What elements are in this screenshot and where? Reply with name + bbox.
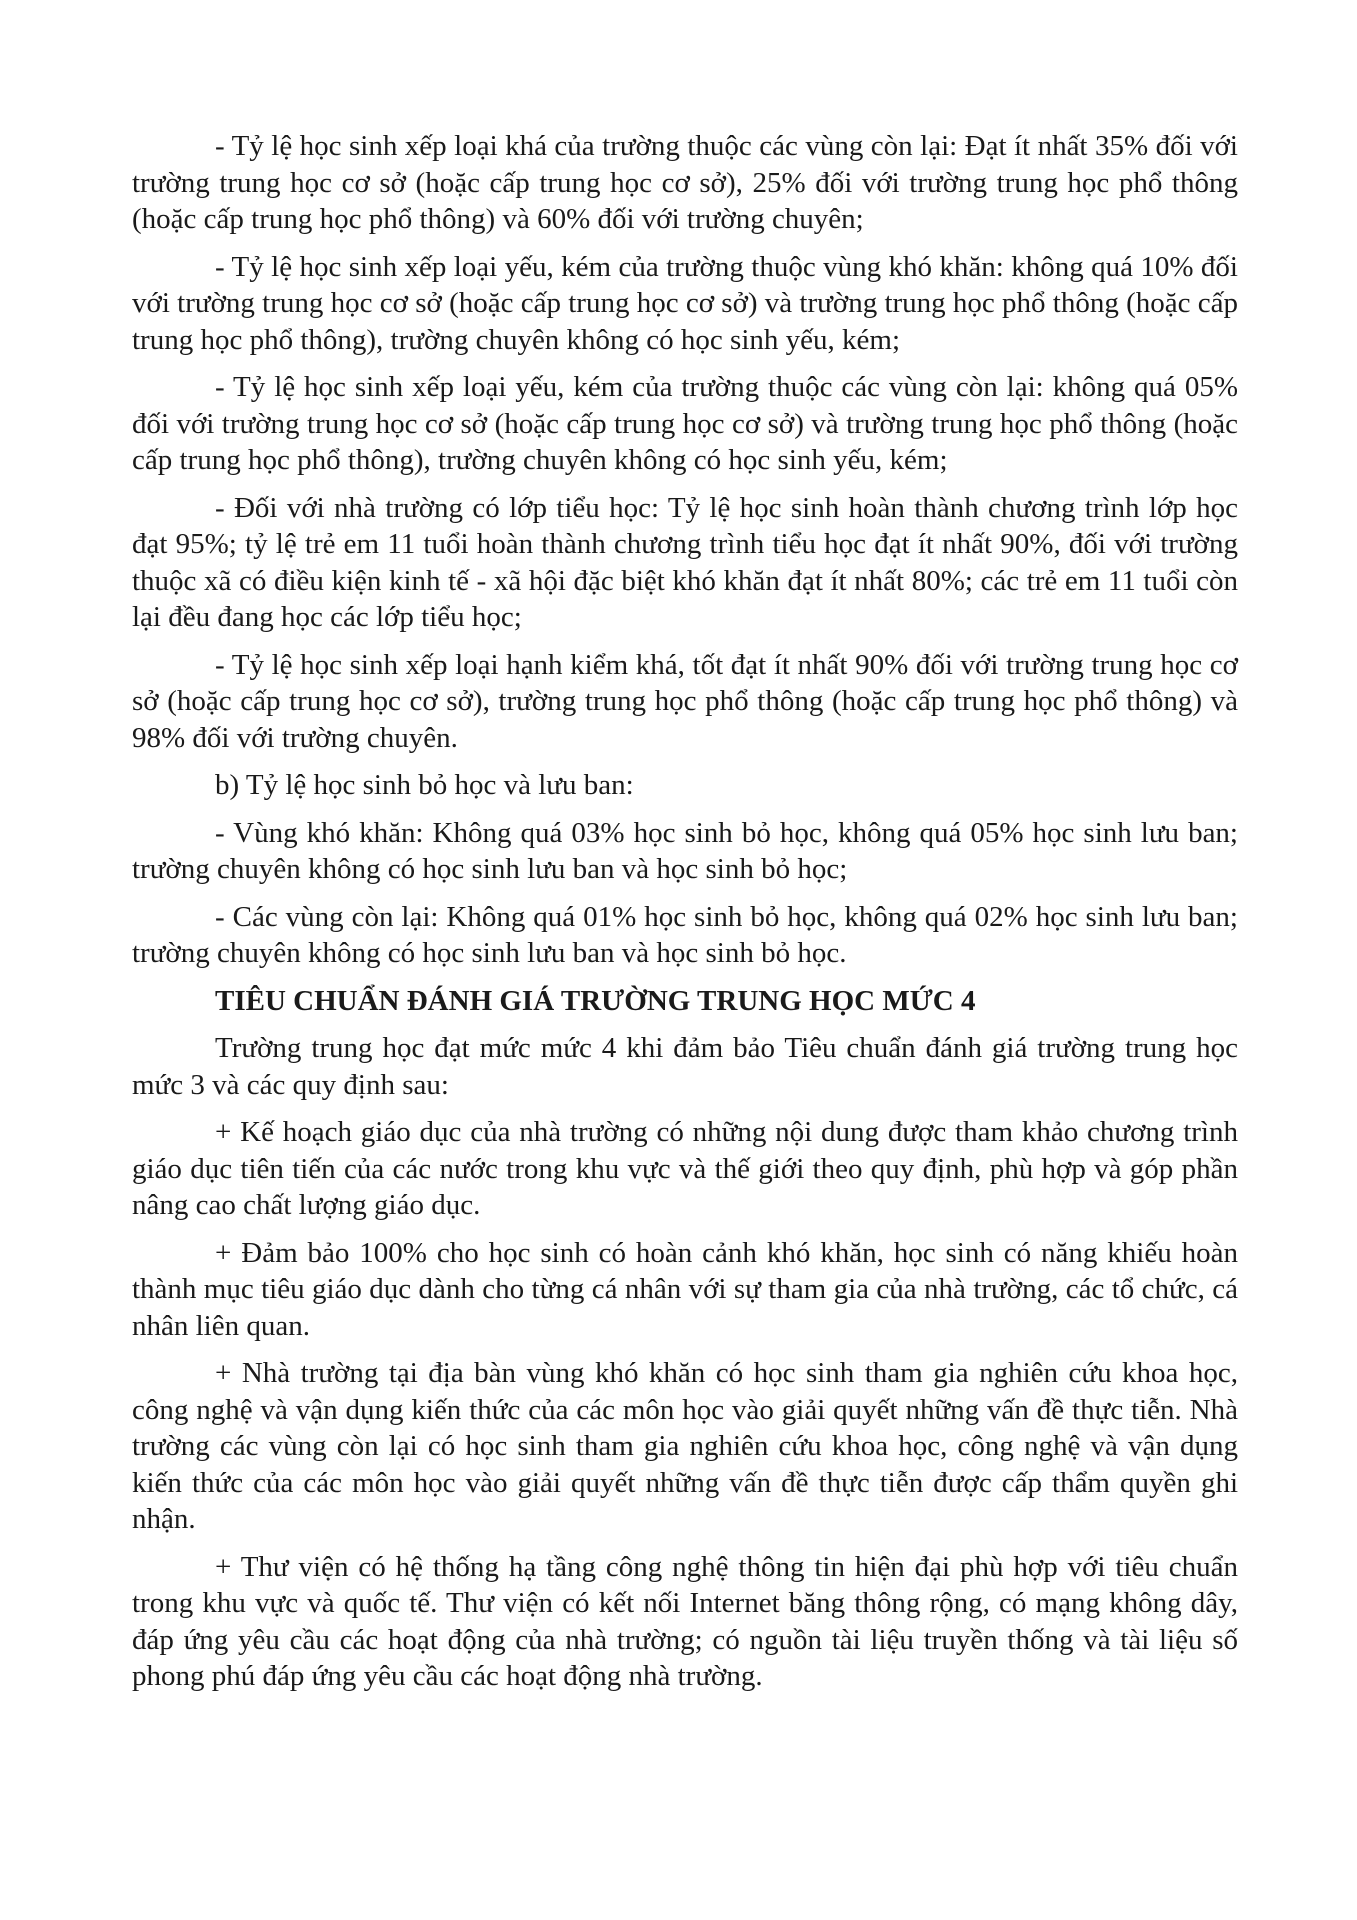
document-page <box>132 128 1238 1706</box>
paragraph-education-plan: + Kế hoạch giáo dục của nhà trường có những nội dung được tham khảo chương trình giáo dục tiên tiến của các nước trong khu vực và thế giới theo quy định, phù hợp và góp phần nâng cao chất lượng giáo dục. <box>132 1116 1238 1221</box>
paragraph-dropout-other-regions: - Các vùng còn lại: Không quá 01% học sinh bỏ học, không quá 02% học sinh lưu ban; trường chuyên không có học sinh lưu ban và học sinh bỏ học. <box>132 900 1238 969</box>
paragraph-primary-classes: - Đối với nhà trường có lớp tiểu học: Tỷ lệ học sinh hoàn thành chương trình lớp học đạt 95%; tỷ lệ trẻ em 11 tuổi hoàn thành chương trình tiểu học đạt ít nhất 90%, đối với trường thuộc xã có điều kiện kinh tế - xã hội đặc biệt khó khăn đạt ít nhất 80%; các trẻ em 11 tuổi còn lại đều đang học các lớp tiểu học; <box>132 491 1238 633</box>
paragraph-level-4-intro: Trường trung học đạt mức mức 4 khi đảm bảo Tiêu chuẩn đánh giá trường trung học mức 3 và các quy định sau: <box>132 1032 1238 1101</box>
paragraph-student-research: + Nhà trường tại địa bàn vùng khó khăn có học sinh tham gia nghiên cứu khoa học, công nghệ và vận dụng kiến thức của các môn học vào giải quyết những vấn đề thực tiễn. Nhà trường các vùng còn lại có học sinh tham gia nghiên cứu khoa học, công nghệ và vận dụng kiến thức của các môn học vào giải quyết những vấn đề thực tiễn được cấp thẩm quyền ghi nhận. <box>132 1357 1238 1535</box>
paragraph-yeu-kem-other-regions: - Tỷ lệ học sinh xếp loại yếu, kém của trường thuộc các vùng còn lại: không quá 05% đối với trường trung học cơ sở (hoặc cấp trung học cơ sở) và trường trung học phổ thông (hoặc cấp trung học phổ thông), trường chuyên không có học sinh yếu, kém; <box>132 371 1238 476</box>
paragraph-conduct-rating: - Tỷ lệ học sinh xếp loại hạnh kiểm khá, tốt đạt ít nhất 90% đối với trường trung học cơ sở (hoặc cấp trung học cơ sở), trường trung học phổ thông (hoặc cấp trung học phổ thông) và 98% đối với trường chuyên. <box>132 648 1238 754</box>
paragraph-yeu-kem-difficult-region: - Tỷ lệ học sinh xếp loại yếu, kém của trường thuộc vùng khó khăn: không quá 10% đối với trường trung học cơ sở (hoặc cấp trung học cơ sở) và trường trung học phổ thông (hoặc cấp trung học phổ thông), trường chuyên không có học sinh yếu, kém; <box>132 250 1238 356</box>
paragraph-kha-other-regions: - Tỷ lệ học sinh xếp loại khá của trường thuộc các vùng còn lại: Đạt ít nhất 35% đối với trường trung học cơ sở (hoặc cấp trung học cơ sở), 25% đối với trường trung học phổ thông (hoặc cấp trung học phổ thông) và 60% đối với trường chuyên; <box>132 130 1238 235</box>
paragraph-dropout-difficult-region: - Vùng khó khăn: Không quá 03% học sinh bỏ học, không quá 05% học sinh lưu ban; trường chuyên không có học sinh lưu ban và học sinh bỏ học; <box>132 816 1238 885</box>
paragraph-dropout-heading: b) Tỷ lệ học sinh bỏ học và lưu ban: <box>215 769 634 801</box>
paragraph-disadvantaged-students: + Đảm bảo 100% cho học sinh có hoàn cảnh khó khăn, học sinh có năng khiếu hoàn thành mục tiêu giáo dục dành cho từng cá nhân với sự tham gia của nhà trường, các tổ chức, cá nhân liên quan. <box>132 1236 1238 1342</box>
section-heading-level-4: TIÊU CHUẨN ĐÁNH GIÁ TRƯỜNG TRUNG HỌC MỨC 4 <box>215 984 976 1017</box>
paragraph-library: + Thư viện có hệ thống hạ tầng công nghệ thông tin hiện đại phù hợp với tiêu chuẩn trong khu vực và quốc tế. Thư viện có kết nối Internet băng thông rộng, có mạng không dây, đáp ứng yêu cầu các hoạt động của nhà trường; có nguồn tài liệu truyền thống và tài liệu số phong phú đáp ứng yêu cầu các hoạt động nhà trường. <box>132 1550 1238 1692</box>
